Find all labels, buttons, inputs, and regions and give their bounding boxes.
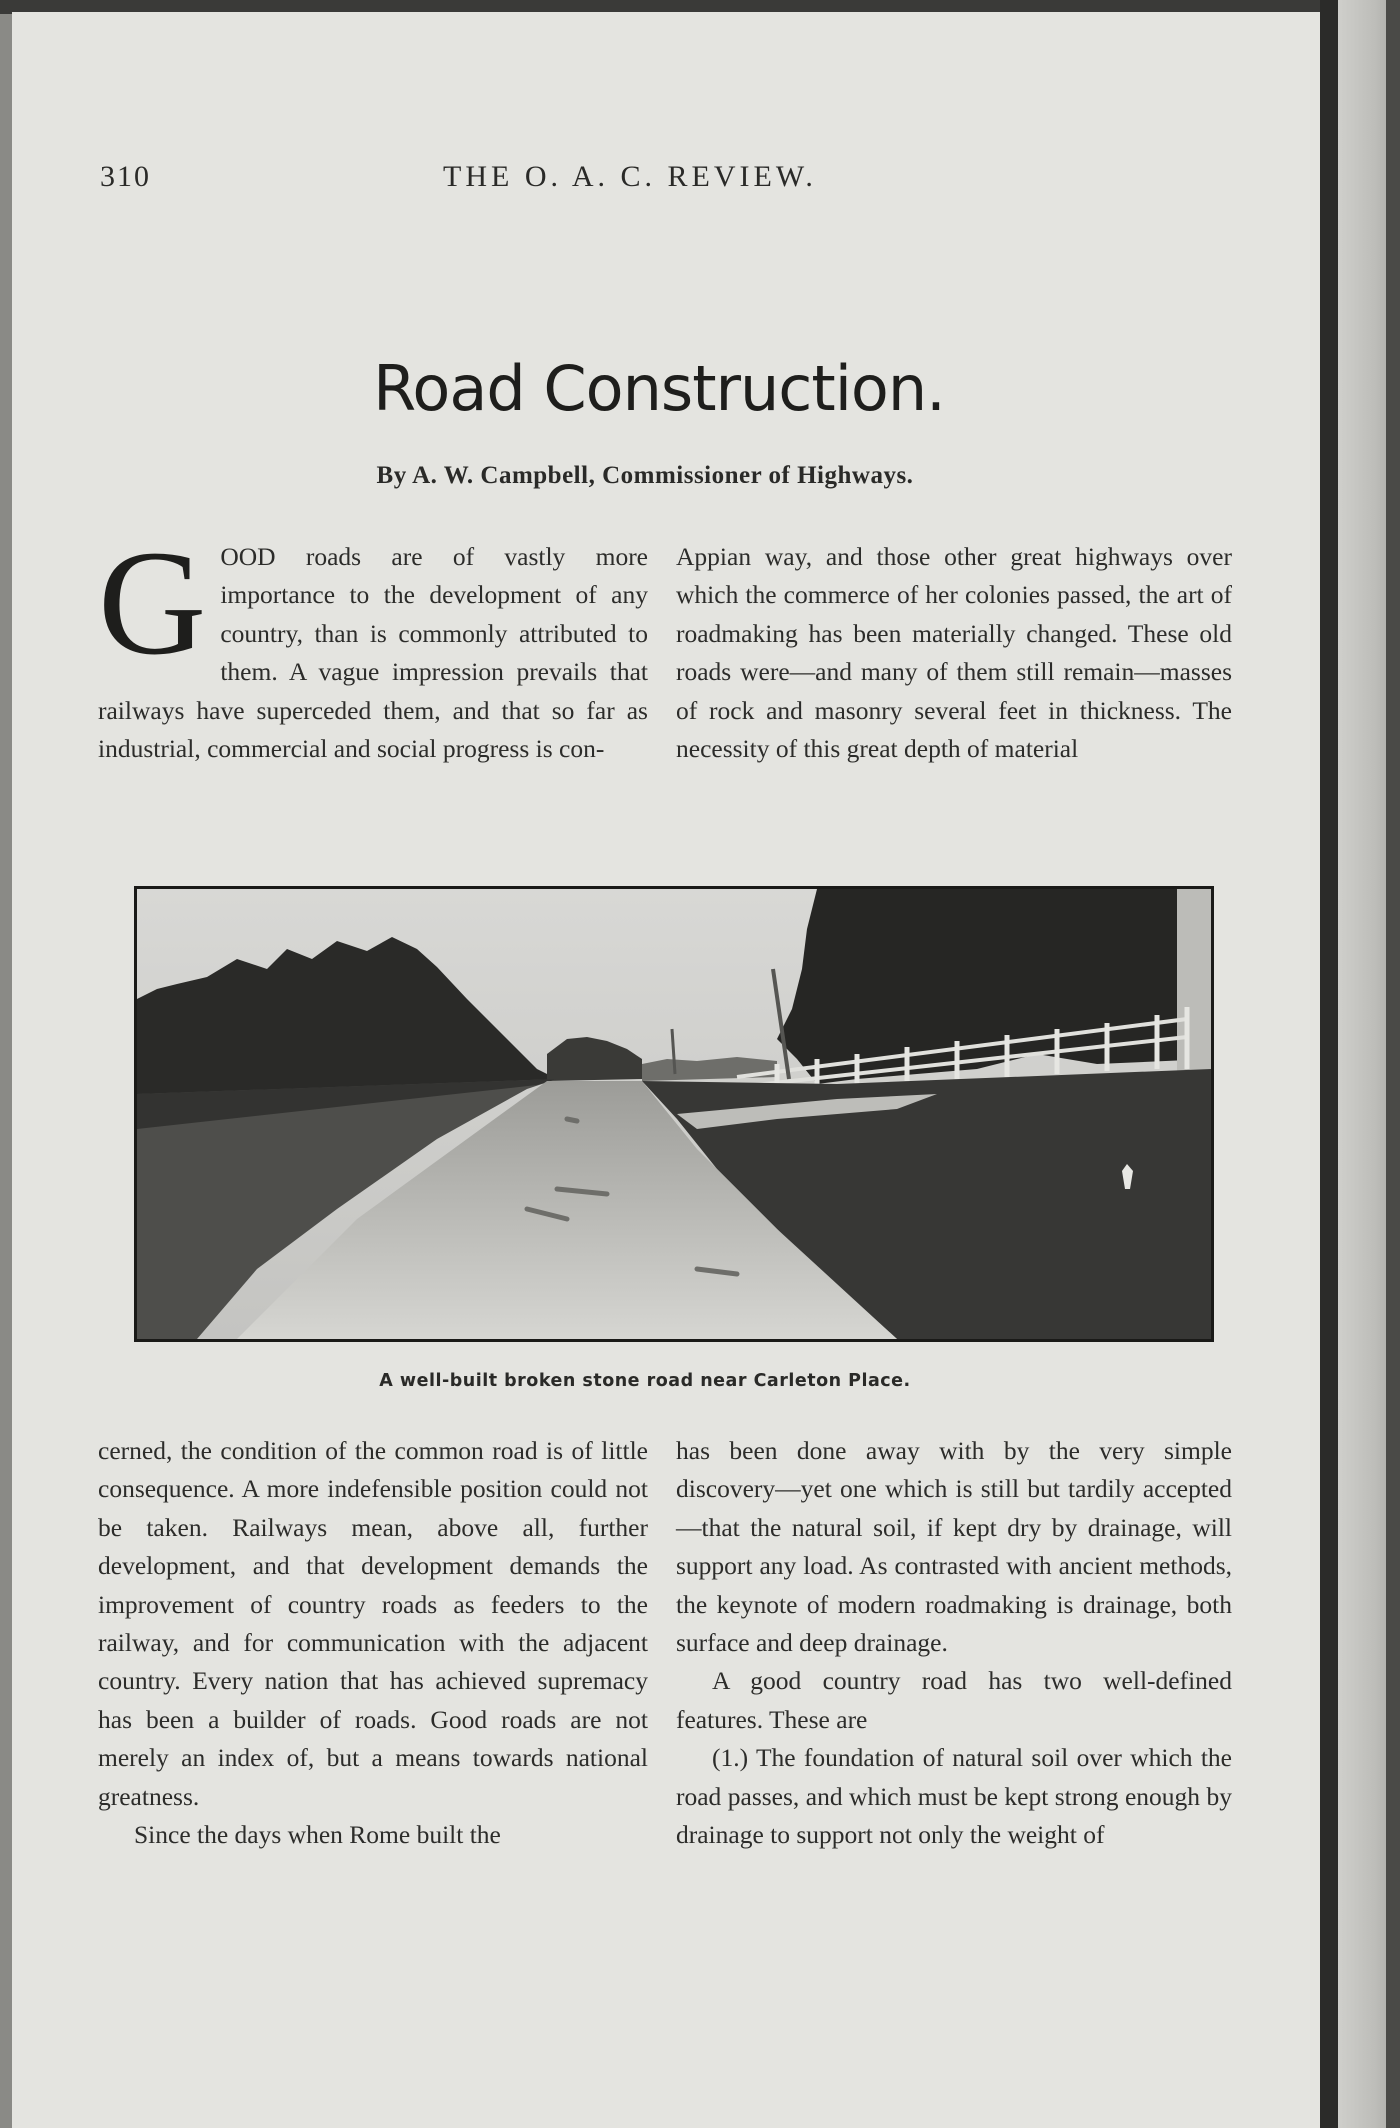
paragraph: Since the days when Rome built the [134, 1820, 501, 1850]
column-top-right [676, 538, 1232, 768]
paragraph: (1.) The foundation of natural soil over which the road passes, and which must be kept strong enough by drainage to support not only the weight of [676, 1743, 1232, 1850]
scan-right-border [1386, 0, 1400, 2128]
page-binding-edge [1320, 0, 1338, 2128]
paragraph-text: OOD roads are of vastly more importance to the development of any country, than is commonly attributed to them. A vague impression prevails that railways have superceded them, and that so far as industrial, commercial and social progress is con- [98, 542, 648, 764]
page-number: 310 [100, 160, 151, 193]
column-bottom-left [98, 1432, 648, 1854]
article-byline: By A. W. Campbell, Commissioner of Highways. [376, 462, 914, 489]
drop-cap: G [98, 520, 207, 686]
paragraph [98, 520, 648, 768]
journal-title: THE O. A. C. REVIEW. [443, 160, 817, 193]
paragraph: cerned, the condition of the common road is of little consequence. A more indefensible position could not be taken. Railways mean, above all, further development, and that development demands the improvement of country roads as feeders to the railway, and for communication with the adjacent country. Every nation that has achieved supremacy has been a builder of roads. Good roads are not merely an index of, but a means towards national greatness. [98, 1436, 648, 1811]
column-bottom-right [676, 1432, 1232, 1854]
figure-caption: A well-built broken stone road near Carleton Place. [379, 1371, 911, 1391]
paragraph: has been done away with by the very simple discovery—yet one which is still but tardily accepted—that the natural soil, if kept dry by drainage, will support any load. As contrasted with ancient methods, the keynote of modern roadmaking is drainage, both surface and deep drainage. [676, 1436, 1232, 1658]
paragraph: Appian way, and those other great highways over which the commerce of her colonies passed, the art of roadmaking has been materially changed. These old roads were—and many of them still remain—masses of rock and masonry several feet in thickness. The necessity of this great depth of material [676, 542, 1232, 764]
article-title: Road Construction. [373, 352, 945, 425]
running-header [100, 160, 1230, 200]
paragraph: A good country road has two well-defined features. These are [676, 1666, 1232, 1734]
column-top-left [98, 520, 648, 768]
road-photograph [134, 886, 1214, 1342]
